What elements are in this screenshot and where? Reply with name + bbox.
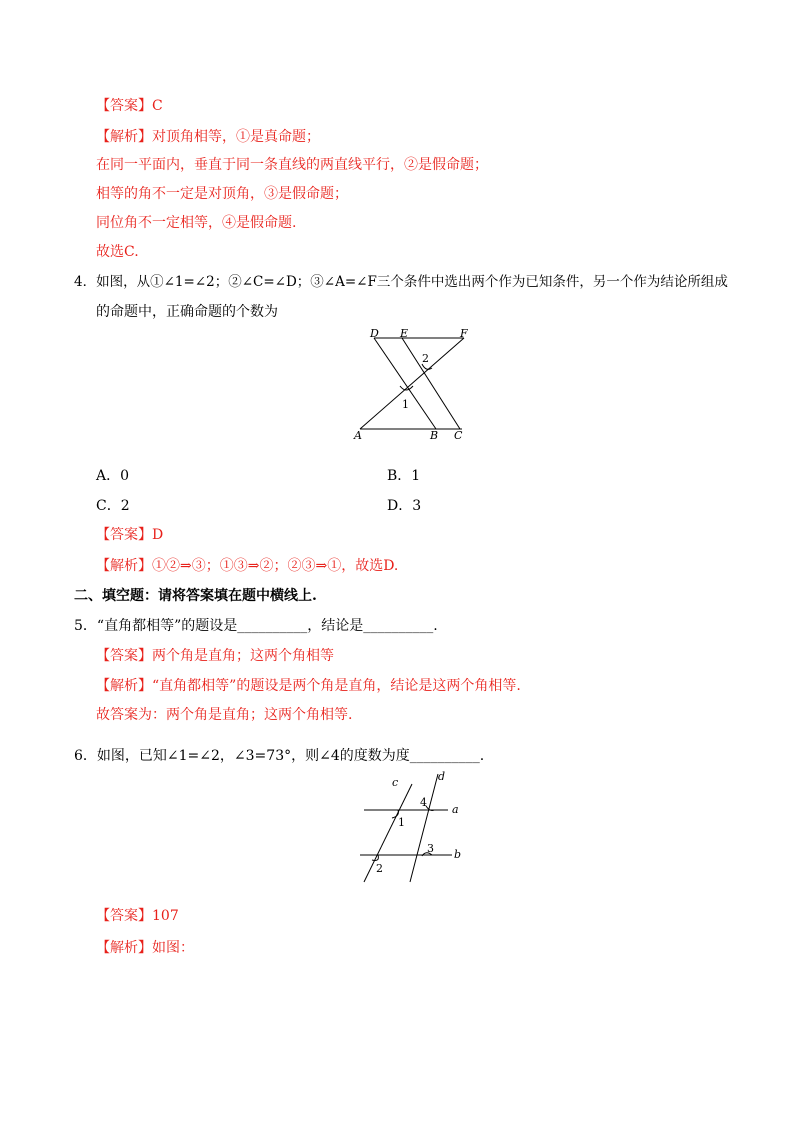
q4-label-B: B [430, 429, 439, 442]
q4-label-C: C [454, 429, 463, 442]
q4-label-angle-2: 2 [422, 352, 429, 365]
q3-conclusion: 故选C. [96, 244, 139, 260]
q4-stem-line-1: 4．如图，从①∠1=∠2；②∠C=∠D；③∠A=∠F三个条件中选出两个作为已知条件，另一个作为结论所组成 [74, 274, 728, 290]
q6-label-c: c [392, 776, 399, 789]
q3-analysis-line-3: 相等的角不一定是对顶角，③是假命题； [96, 186, 348, 202]
q6-analysis: 【解析】如图： [96, 940, 194, 956]
q3-analysis-line-2: 在同一平面内，垂直于同一条直线的两直线平行，②是假命题； [96, 157, 488, 173]
q6-label-b: b [454, 848, 462, 861]
q4-option-d: D．3 [387, 498, 422, 514]
q6-label-angle-1: 1 [398, 816, 405, 829]
q4-label-E: E [400, 327, 409, 340]
q5-conclusion: 故答案为：两个角是直角；这两个角相等. [96, 707, 353, 723]
q6-label-a: a [452, 803, 459, 816]
q4-analysis: 【解析】①②⇒③；①③⇒②；②③⇒①，故选D. [96, 558, 399, 574]
q6-label-angle-4: 4 [420, 796, 427, 809]
q4-label-D: D [370, 327, 379, 340]
q6-stem: 6．如图，已知∠1=∠2，∠3=73°，则∠4的度数为度__________. [74, 748, 485, 764]
q4-option-a: A．0 [96, 468, 130, 484]
q4-line-AF [360, 338, 464, 429]
q6-answer: 【答案】107 [96, 908, 179, 924]
q3-analysis: 【解析】对顶角相等，①是真命题； [96, 129, 320, 145]
q5-answer: 【答案】两个角是直角；这两个角相等 [96, 648, 334, 664]
q6-figure [356, 770, 468, 886]
q4-label-A: A [354, 429, 362, 442]
q4-stem-line-2: 的命题中，正确命题的个数为 [96, 304, 278, 320]
q6-line-c [364, 784, 412, 882]
q5-stem: 5．“直角都相等”的题设是__________，结论是__________. [74, 618, 438, 634]
q4-option-c: C．2 [96, 498, 130, 514]
q4-line-EC [402, 338, 460, 429]
q6-label-angle-3: 3 [427, 842, 434, 855]
q4-label-angle-1: 1 [402, 398, 409, 411]
q3-answer: 【答案】C [96, 98, 163, 114]
q4-label-F: F [460, 327, 468, 340]
q3-analysis-line-4: 同位角不一定相等，④是假命题. [96, 215, 297, 231]
q6-label-d: d [438, 770, 446, 783]
q4-answer: 【答案】D [96, 527, 164, 543]
q4-option-b: B．1 [387, 468, 421, 484]
q6-line-d [410, 774, 438, 882]
q5-analysis: 【解析】“直角都相等”的题设是两个角是直角，结论是这两个角相等. [96, 678, 521, 694]
section-heading-fill-in: 二、填空题：请将答案填在题中横线上. [74, 588, 317, 604]
q4-figure [352, 328, 472, 443]
q6-label-angle-2: 2 [376, 862, 383, 875]
